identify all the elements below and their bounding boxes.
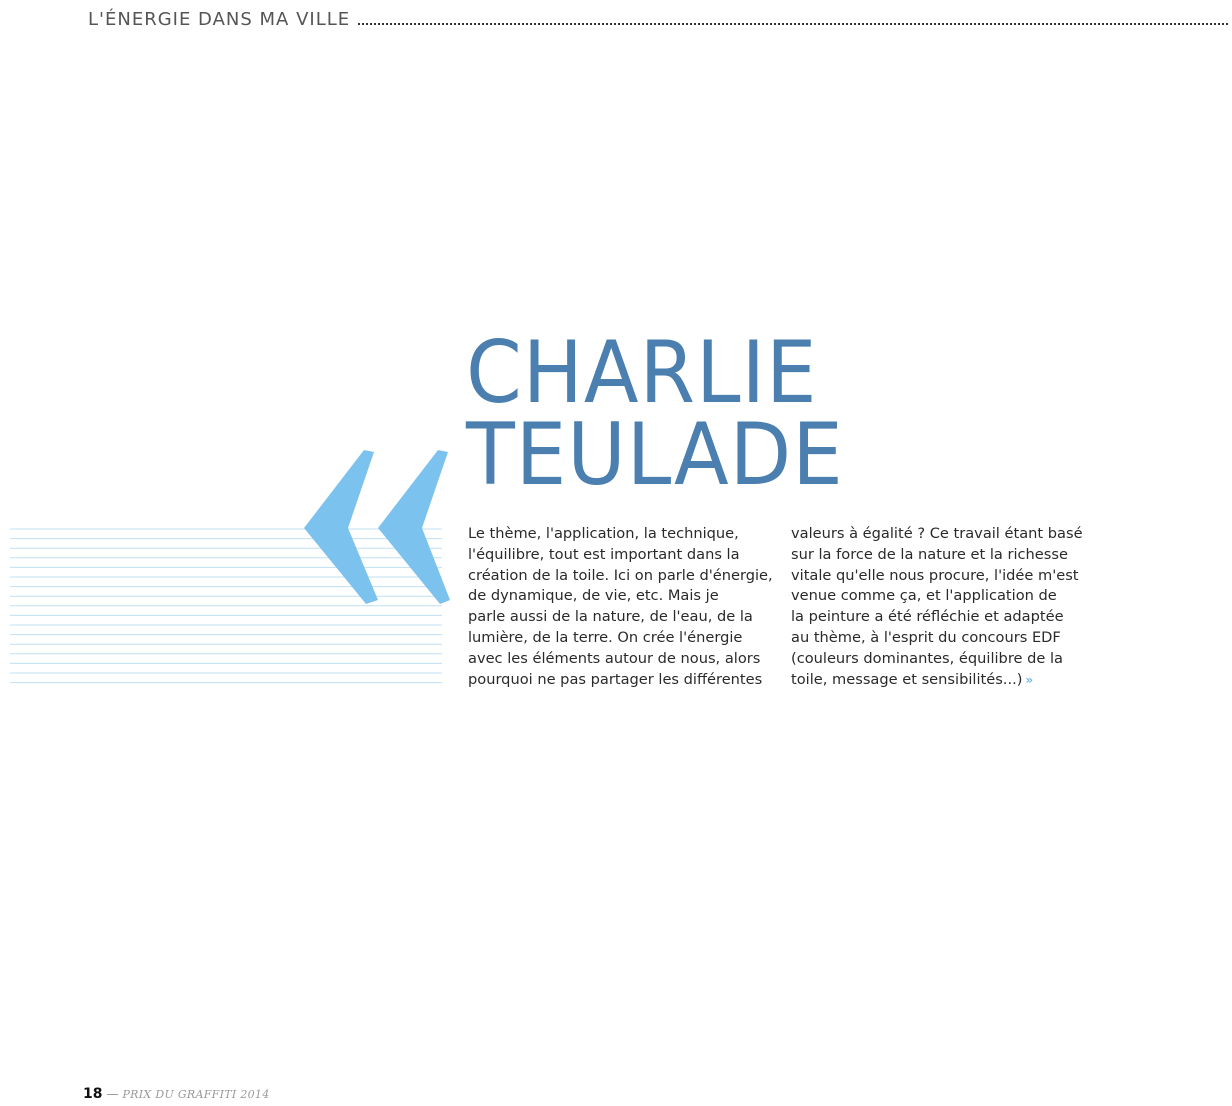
publication-name: PRIX DU GRAFFITI 2014 [122,1088,270,1101]
text-line: pourquoi ne pas partager les différentes [468,670,763,688]
text-line: au thème, à l'esprit du concours EDF [791,628,1061,646]
page-number: 18 [83,1086,103,1102]
text-line: Le thème, l'application, la technique, [468,525,739,542]
text-line: venue comme ça, et l'application de [791,587,1057,605]
section-title: L'ÉNERGIE DANS MA VILLE [88,9,351,30]
quote-open-icon [302,448,452,604]
text-line: de dynamique, de vie, etc. Mais je [468,587,719,605]
section-header [88,6,1228,30]
text-line: création de la toile. Ici on parle d'énergie, [468,566,773,584]
artist-last-name: TEULADE [466,405,844,505]
artist-name [466,323,886,505]
text-line: la peinture a été réfléchie et adaptée [791,608,1064,626]
text-line: (couleurs dominantes, équilibre de la [791,649,1064,667]
text-line: lumière, de la terre. On crée l'énergie [468,628,743,646]
text-line: avec les éléments autour de nous, alors [468,649,761,667]
footer-dash: — [106,1087,119,1101]
text-line-content: toile, message et sensibilités...) [791,670,1023,688]
text-column-2 [791,524,1091,690]
text-line: vitale qu'elle nous procure, l'idée m'est [791,566,1079,584]
dotted-rule [358,23,1228,25]
text-line: sur la force de la nature et la richesse [791,545,1068,563]
continue-arrows-icon: » [1025,672,1034,687]
text-line: parle aussi de la nature, de l'eau, de la [468,608,753,626]
text-line: valeurs à égalité ? Ce travail étant basé [791,525,1083,542]
page-footer [83,1086,270,1106]
text-line [791,670,1091,691]
artist-first-name: CHARLIE [466,323,818,423]
text-column-1 [468,524,773,690]
text-line: l'équilibre, tout est important dans la [468,545,740,563]
